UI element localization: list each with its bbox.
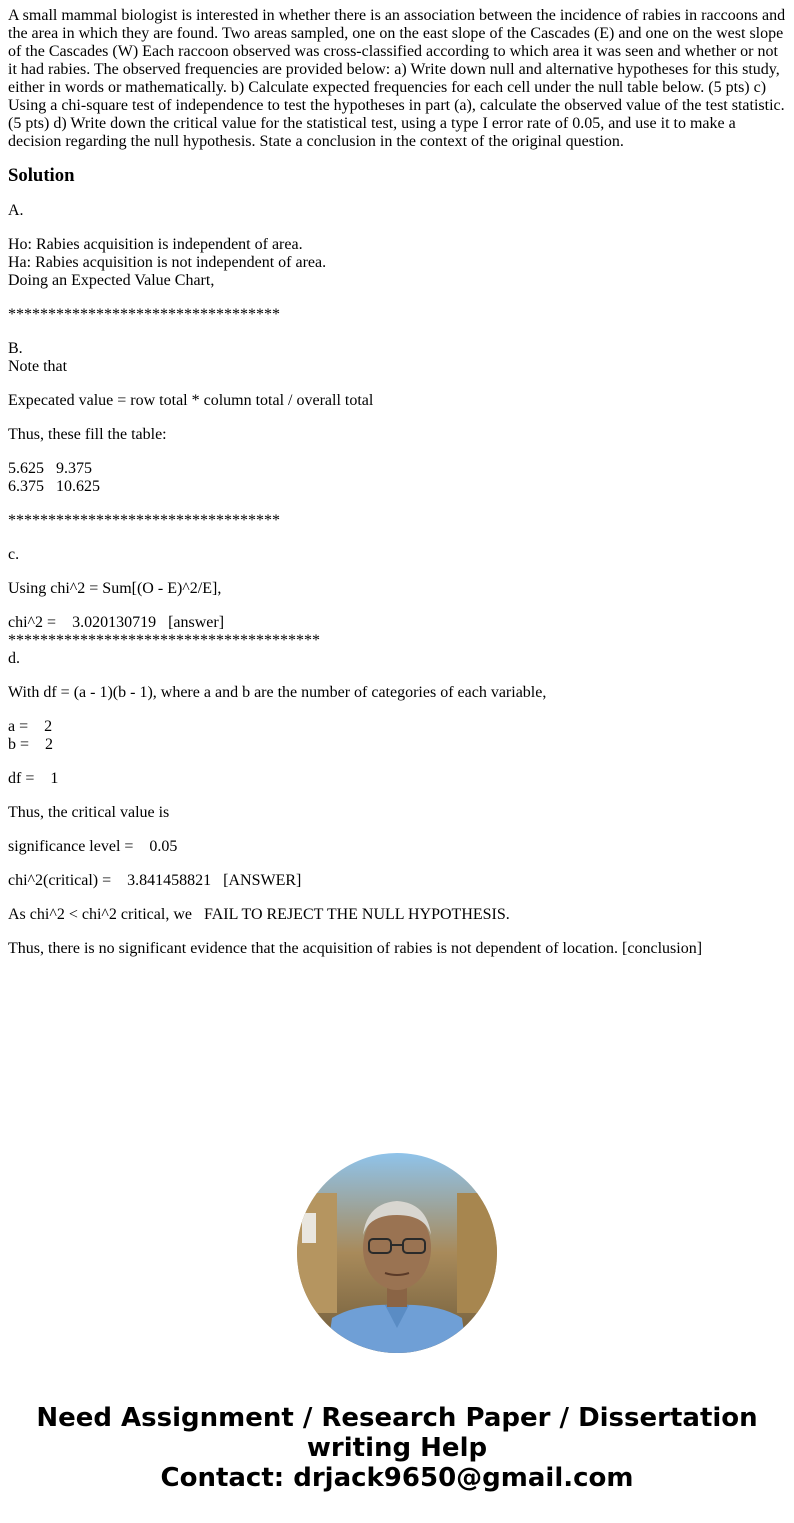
decision: As chi^2 < chi^2 critical, we FAIL TO REJECT THE NULL HYPOTHESIS. xyxy=(8,906,510,923)
significance-level: significance level = 0.05 xyxy=(8,838,178,855)
separator: ********************************** xyxy=(8,512,280,529)
separator: ********************************** xyxy=(8,306,280,323)
part-d-label: d. xyxy=(8,650,20,667)
null-hypothesis: Ho: Rabies acquisition is independent of area. xyxy=(8,236,303,253)
expected-row-2: 6.375 10.625 xyxy=(8,478,100,495)
expected-row-1: 5.625 9.375 xyxy=(8,460,92,477)
conclusion: Thus, there is no significant evidence that the acquisition of rabies is not dependent of location. [conclusion] xyxy=(8,940,703,957)
df-value: df = 1 xyxy=(8,770,59,787)
b-value: b = 2 xyxy=(8,736,54,753)
question-text: A small mammal biologist is interested in whether there is an association between the incidence of rabies in raccoons and the area in which they are found. Two areas sampled, one on the east slope of the Cascades (E) and one on the west slope of the Cascades (W) Each raccoon observed was cross-classified according to which area it was seen and whether or not it had rabies. The observed frequencies are provided below: a) Write down null and alternative hypotheses for this study, either in words or mathematically. b) Calculate expected frequencies for each cell under the null table below. (5 pts) c) Using a chi-square test of independence to test the hypotheses in part (a), calculate the observed value of the test statistic. (5 pts) d) Write down the critical value for the statistical test, using a type I error rate of 0.05, and use it to make a decision regarding the null hypothesis. State a conclusion in the context of the original question. xyxy=(8,7,786,150)
alternative-hypothesis: Ha: Rabies acquisition is not independent of area. xyxy=(8,254,327,271)
part-b-label: B. xyxy=(8,340,23,357)
chi-square-formula: Using chi^2 = Sum[(O - E)^2/E], xyxy=(8,580,222,597)
author-avatar xyxy=(297,1153,497,1353)
document-body xyxy=(8,7,788,958)
promo-line-1: Need Assignment / Research Paper / Dissertation xyxy=(36,1403,758,1433)
expected-chart-note: Doing an Expected Value Chart, xyxy=(8,272,215,289)
author-photo xyxy=(297,1153,497,1353)
df-note: With df = (a - 1)(b - 1), where a and b are the number of categories of each variable, xyxy=(8,684,547,701)
promo-footer xyxy=(0,1403,794,1493)
expected-value-formula: Expecated value = row total * column total / overall total xyxy=(8,392,374,409)
a-value: a = 2 xyxy=(8,718,53,735)
fill-table-note: Thus, these fill the table: xyxy=(8,426,167,443)
part-c-label: c. xyxy=(8,546,20,563)
critical-intro: Thus, the critical value is xyxy=(8,804,170,821)
chi-square-result: chi^2 = 3.020130719 [answer] xyxy=(8,614,225,631)
separator: *************************************** xyxy=(8,632,320,649)
critical-value: chi^2(critical) = 3.841458821 [ANSWER] xyxy=(8,872,302,889)
contact-email: Contact: drjack9650@gmail.com xyxy=(160,1463,634,1493)
part-a-label: A. xyxy=(8,202,24,219)
part-b-note: Note that xyxy=(8,358,68,375)
solution-heading: Solution xyxy=(8,165,75,186)
promo-line-2: writing Help xyxy=(306,1433,488,1463)
solution-body xyxy=(8,202,788,958)
